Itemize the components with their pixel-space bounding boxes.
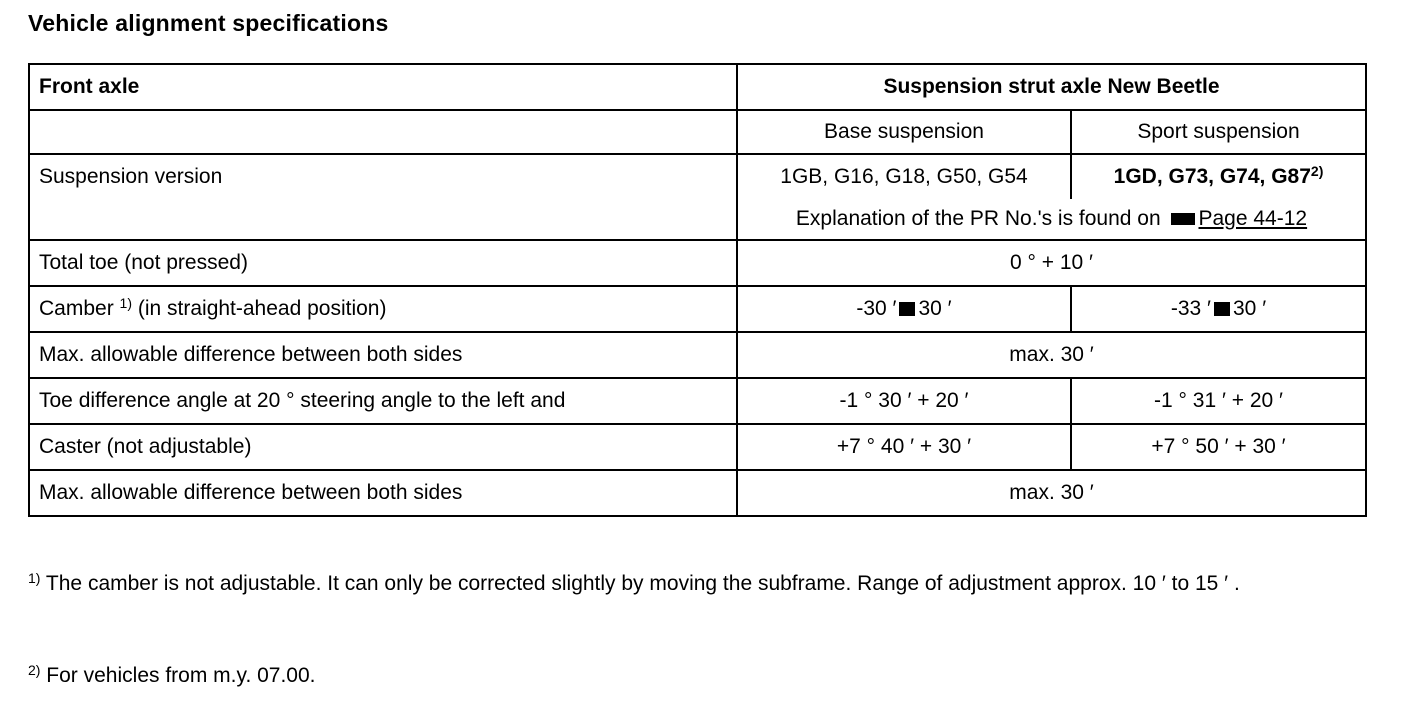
camber-sport-min: -33 ′	[1170, 296, 1211, 320]
page-reference-link[interactable]: Page 44-12	[1198, 206, 1308, 230]
pr-explanation-text: Explanation of the PR No.'s is found on	[795, 206, 1161, 230]
suspension-version-label: Suspension version	[29, 154, 737, 240]
subheader-empty-cell	[29, 110, 737, 154]
table-row-suspension-version	[29, 154, 1366, 199]
suspension-version-base: 1GB, G16, G18, G50, G54	[737, 154, 1071, 199]
range-square-icon	[899, 302, 915, 316]
camber-base-min: -30 ′	[856, 296, 897, 320]
total-toe-label: Total toe (not pressed)	[29, 240, 737, 286]
footnote-1-text: The camber is not adjustable. It can only be corrected slightly by moving the subframe. Range of adjustment approx. 10 ′ to 15 ′ .	[45, 572, 1240, 595]
footnote-2	[28, 660, 1388, 692]
camber-base-value	[737, 286, 1071, 332]
table-row-caster	[29, 424, 1366, 470]
toe-difference-label: Toe difference angle at 20 ° steering angle to the left and	[29, 378, 737, 424]
table-row-toe-difference	[29, 378, 1366, 424]
col-base-suspension: Base suspension	[737, 110, 1071, 154]
table-row-max-difference-1	[29, 332, 1366, 378]
max-difference-label: Max. allowable difference between both sides	[29, 332, 737, 378]
pr-explanation	[737, 199, 1366, 240]
camber-sport-max: 30 ′	[1233, 296, 1267, 320]
footnote-2-mark: 2)	[28, 662, 41, 678]
max-difference-label: Max. allowable difference between both sides	[29, 470, 737, 516]
camber-label-prefix: Camber	[39, 296, 114, 320]
camber-base-max: 30 ′	[918, 296, 952, 320]
caster-base: +7 ° 40 ′ + 30 ′	[737, 424, 1071, 470]
camber-label	[29, 286, 737, 332]
toe-difference-sport: -1 ° 31 ′ + 20 ′	[1071, 378, 1366, 424]
footnote-2-text: For vehicles from m.y. 07.00.	[46, 664, 316, 687]
toe-difference-base: -1 ° 30 ′ + 20 ′	[737, 378, 1071, 424]
alignment-spec-table	[28, 63, 1367, 517]
col-sport-suspension: Sport suspension	[1071, 110, 1366, 154]
table-row-total-toe	[29, 240, 1366, 286]
range-square-icon	[1214, 302, 1230, 316]
header-front-axle: Front axle	[29, 64, 737, 110]
max-difference-value: max. 30 ′	[737, 332, 1366, 378]
footnote-ref-2: 2)	[1310, 162, 1324, 179]
camber-sport-value	[1071, 286, 1366, 332]
total-toe-value: 0 ° + 10 ′	[737, 240, 1366, 286]
page-title: Vehicle alignment specifications	[28, 10, 389, 36]
header-strut-axle: Suspension strut axle New Beetle	[737, 64, 1366, 110]
footnote-ref-1: 1)	[119, 294, 132, 311]
suspension-version-sport-codes: 1GD, G73, G74, G87	[1113, 164, 1311, 188]
footnote-1-mark: 1)	[28, 570, 41, 586]
footnote-1	[28, 568, 1388, 600]
suspension-version-sport	[1071, 154, 1366, 199]
table-row-max-difference-2	[29, 470, 1366, 516]
table-header-row	[29, 64, 1366, 110]
caster-label: Caster (not adjustable)	[29, 424, 737, 470]
table-subheader-row	[29, 110, 1366, 154]
table-row-camber	[29, 286, 1366, 332]
max-difference-value: max. 30 ′	[737, 470, 1366, 516]
camber-label-suffix: (in straight-ahead position)	[137, 296, 387, 320]
reference-arrow-icon	[1171, 213, 1195, 225]
caster-sport: +7 ° 50 ′ + 30 ′	[1071, 424, 1366, 470]
